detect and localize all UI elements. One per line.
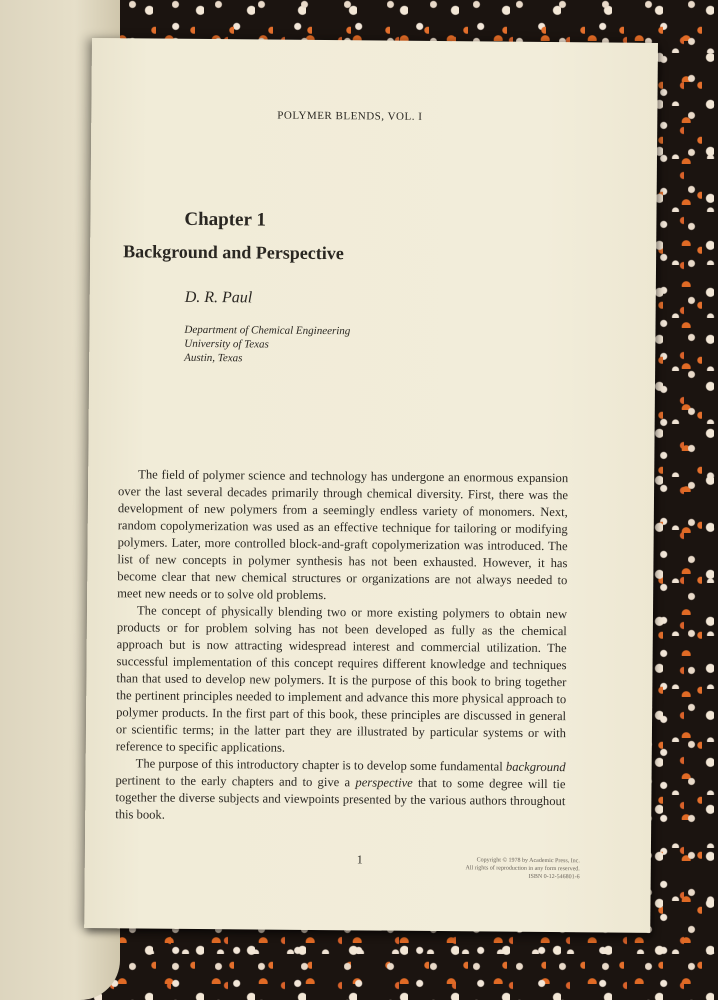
author-affiliation (184, 323, 350, 366)
book-page (84, 38, 658, 933)
paragraph-3-italic-perspective: perspective (355, 775, 413, 790)
copyright-notice (420, 856, 580, 881)
paragraph-3-italic-background: background (505, 759, 566, 775)
copyright-line-1: Copyright © 1978 by Academic Press, Inc. (476, 857, 580, 865)
paragraph-3 (115, 755, 566, 827)
paragraph-3-text-mid: pertinent to the early chapters and to give a (115, 773, 356, 790)
affiliation-department: Department of Chemical Engineering (184, 323, 351, 338)
paragraph-3-text-start: The purpose of this introductory chapter is to develop some fundamental (135, 756, 507, 774)
paragraph-3-text-end: that to some degree will tie together the diverse subjects and viewpoints presented by the various authors throughout this book. (115, 775, 566, 822)
body-text (115, 466, 568, 827)
paragraph-2: The concept of physically blending two or more existing polymers to obtain new products or for problem solving has not been developed as fully as the chemical approach but is now attracting widespread interest and commercial utilization. The successful implementation of this concept requires different knowledge and techniques than that used to develop new polymers. It is the purpose of this book to bring together the pertinent principles needed to implement and advance this more physical approach to polymer products. In the first part of this book, these principles are discussed in general or scientific terms; in the latter part they are illustrated by particular systems or with reference to specific applications. (115, 603, 568, 755)
page-number: 1 (356, 852, 363, 867)
copyright-line-2: All rights of reproduction in any form reserved. (465, 865, 580, 873)
affiliation-city: Austin, Texas (184, 351, 243, 365)
paragraph-1: The field of polymer science and technology has undergone an enormous expansion over the last several decades primarily through chemical diversity. First, there was the development of new polymers from a seemingly endless variety of monomers. Next, random copolymerization was used as an effective technique for tailoring or modifying polymers. Later, more controlled block-and-graft copolymerization was introduced. The list of new concepts in polymer synthesis has not been exhausted. However, it has become clear that new chemical structures or organizations are not always needed to meet new needs or to solve old problems. (117, 467, 569, 603)
chapter-number: Chapter 1 (184, 208, 266, 231)
affiliation-university: University of Texas (184, 337, 269, 351)
running-head: POLYMER BLENDS, VOL. I (277, 109, 423, 123)
chapter-title: Background and Perspective (123, 241, 344, 264)
copyright-isbn: ISBN 0-12-546801-6 (528, 873, 580, 881)
author-name: D. R. Paul (184, 288, 253, 307)
